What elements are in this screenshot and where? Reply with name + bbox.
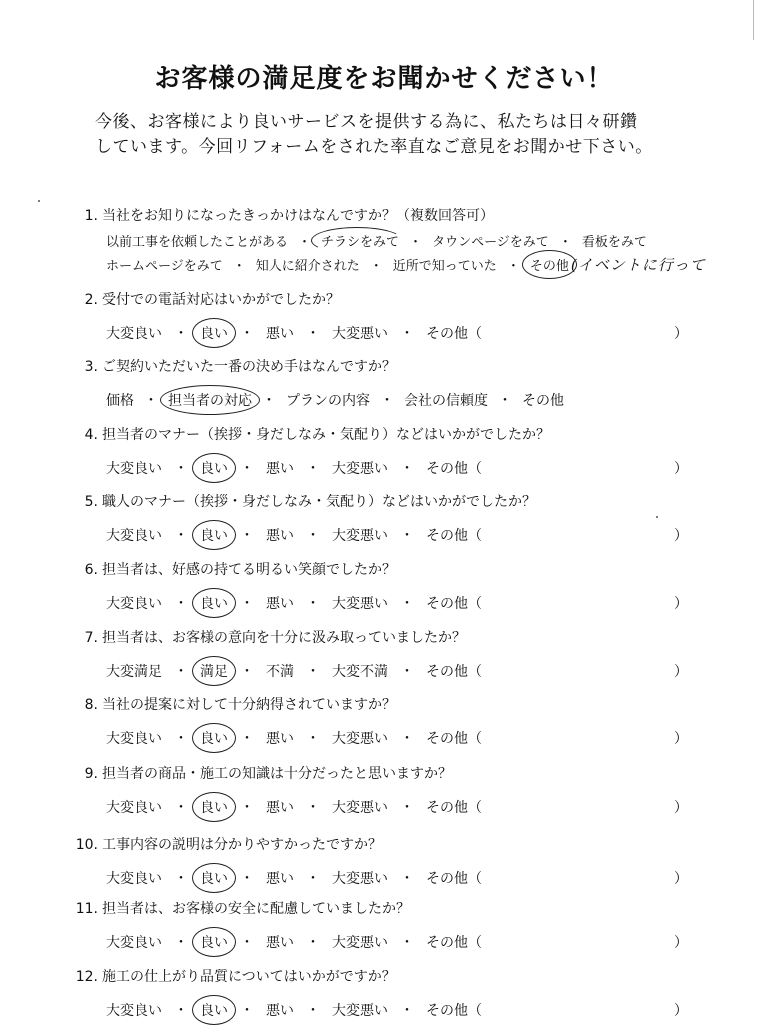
option-selected[interactable]: その他 [528, 255, 571, 274]
question-label: 職人のマナー（挨拶・身だしなみ・気配り）などはいかがでしたか？ [102, 494, 536, 510]
option[interactable]: 悪い [266, 935, 294, 951]
option[interactable]: 看板をみて [581, 235, 647, 250]
option[interactable]: 以前工事を依頼したことがある [106, 235, 289, 250]
option[interactable]: 大変悪い [332, 326, 388, 342]
separator: ・ [306, 800, 320, 816]
question-label: 工事内容の説明は分かりやすかったですか？ [102, 837, 382, 853]
option[interactable]: 不満 [266, 664, 294, 680]
separator: ・ [558, 235, 572, 250]
separator: ・ [400, 461, 414, 477]
question-label: 担当者のマナー（挨拶・身だしなみ・気配り）などはいかがでしたか？ [102, 427, 550, 443]
option-selected[interactable]: 良い [198, 458, 230, 478]
option[interactable]: 悪い [266, 326, 294, 342]
question-label: 受付での電話対応はいかがでしたか？ [102, 292, 340, 308]
intro-line-2: しています。今回リフォームをされた率直なご意見をお聞かせ下さい。 [95, 137, 653, 157]
separator: ・ [174, 596, 188, 612]
option[interactable]: 価格 [106, 393, 134, 409]
separator: ・ [369, 259, 383, 274]
separator: ・ [400, 664, 414, 680]
page-title: お客様の満足度をお聞かせください！ [154, 64, 614, 94]
options-row [104, 458, 704, 478]
separator: ・ [174, 731, 188, 747]
option[interactable]: 近所で知っていた [392, 259, 497, 274]
separator: ・ [174, 935, 188, 951]
close-paren: ） [674, 935, 688, 951]
option[interactable]: その他（ [426, 596, 482, 612]
question-text [60, 559, 396, 579]
question-text [60, 966, 396, 986]
option[interactable]: 大変悪い [332, 1003, 388, 1019]
question-text [60, 289, 340, 309]
separator: ・ [380, 393, 394, 409]
option[interactable]: 悪い [266, 800, 294, 816]
q1-options-row-2 [104, 254, 706, 275]
separator: ・ [306, 664, 320, 680]
options-row [104, 728, 704, 748]
separator: ・ [174, 1003, 188, 1019]
separator: ・ [240, 800, 254, 816]
question-label: 施工の仕上がり品質についてはいかがですか？ [102, 969, 396, 985]
options-row [104, 868, 704, 888]
intro-text [95, 110, 715, 160]
question-number: 11. [75, 901, 98, 917]
separator: ・ [240, 326, 254, 342]
option-selected[interactable]: 良い [198, 525, 230, 545]
option[interactable]: その他（ [426, 731, 482, 747]
option[interactable]: 悪い [266, 871, 294, 887]
separator: ・ [240, 461, 254, 477]
option-selected[interactable]: 満足 [198, 661, 230, 681]
question-label: ご契約いただいた一番の決め手はなんですか？ [102, 359, 396, 375]
separator: ・ [298, 235, 312, 250]
option-selected[interactable]: 良い [198, 932, 230, 952]
option[interactable]: その他（ [426, 461, 482, 477]
separator: ・ [306, 935, 320, 951]
option[interactable]: 大変良い [106, 731, 162, 747]
question-label: 担当者の商品・施工の知識は十分だったと思いますか？ [102, 766, 452, 782]
option[interactable]: その他（ [426, 326, 482, 342]
options-row [104, 932, 704, 952]
option[interactable]: その他（ [426, 1003, 482, 1019]
question-number: 8. [84, 697, 98, 713]
option[interactable]: その他（ [426, 935, 482, 951]
options-row [104, 323, 704, 343]
option[interactable]: 大変悪い [332, 871, 388, 887]
separator: ・ [240, 935, 254, 951]
close-paren: ） [674, 596, 688, 612]
options-row [104, 797, 704, 817]
separator: ・ [174, 461, 188, 477]
option[interactable]: 大変良い [106, 800, 162, 816]
scan-speck [38, 200, 40, 202]
question-number: 6. [84, 562, 98, 578]
options-row [104, 593, 704, 613]
separator: ・ [400, 871, 414, 887]
separator: ・ [174, 326, 188, 342]
separator: ・ [306, 731, 320, 747]
option[interactable]: 大変悪い [332, 800, 388, 816]
option[interactable]: 大変悪い [332, 596, 388, 612]
option[interactable]: 大変悪い [332, 731, 388, 747]
option[interactable]: 大変満足 [106, 664, 162, 680]
close-paren: ） [674, 461, 688, 477]
option[interactable]: 大変良い [106, 528, 162, 544]
option-selected[interactable]: 良い [198, 323, 230, 343]
close-paren: ） [674, 326, 688, 342]
separator: ・ [306, 528, 320, 544]
question-label: 当社をお知りになったきっかけはなんですか？（複数回答可） [102, 208, 494, 224]
question-label: 担当者は、お客様の安全に配慮していましたか？ [102, 901, 410, 917]
option[interactable]: 会社の信頼度 [404, 393, 488, 409]
separator: ・ [400, 528, 414, 544]
question-text [60, 424, 550, 444]
separator: ・ [174, 871, 188, 887]
options-row [104, 1000, 704, 1020]
close-paren: ） [674, 731, 688, 747]
separator: ・ [306, 1003, 320, 1019]
separator: ・ [240, 528, 254, 544]
separator: ・ [174, 528, 188, 544]
option[interactable]: その他（ [426, 871, 482, 887]
close-paren: ） [674, 871, 688, 887]
question-text [60, 627, 466, 647]
separator: ・ [240, 731, 254, 747]
option[interactable]: その他 [522, 393, 564, 409]
question-text [60, 356, 396, 376]
option[interactable]: 大変不満 [332, 664, 388, 680]
option[interactable]: 悪い [266, 731, 294, 747]
option[interactable]: 大変悪い [332, 528, 388, 544]
options-row [104, 390, 566, 410]
separator: ・ [240, 871, 254, 887]
separator: ・ [306, 596, 320, 612]
option[interactable]: 知人に紹介された [255, 259, 360, 274]
q1-options-row-1 [104, 231, 649, 250]
option[interactable]: その他（ [426, 528, 482, 544]
option[interactable]: 大変良い [106, 871, 162, 887]
option[interactable]: その他（ [426, 664, 482, 680]
option[interactable]: 悪い [266, 461, 294, 477]
question-text [60, 205, 494, 225]
option[interactable]: 大変良い [106, 596, 162, 612]
close-paren: ） [674, 528, 688, 544]
separator: ・ [240, 1003, 254, 1019]
separator: ・ [306, 871, 320, 887]
options-row [104, 525, 704, 545]
separator: ・ [240, 596, 254, 612]
question-text [60, 694, 396, 714]
option[interactable]: 悪い [266, 596, 294, 612]
separator: ・ [400, 1003, 414, 1019]
option[interactable]: タウンページをみて [432, 235, 549, 250]
option[interactable]: 大変悪い [332, 935, 388, 951]
separator: ・ [262, 393, 276, 409]
option[interactable]: 悪い [266, 1003, 294, 1019]
separator: ・ [174, 800, 188, 816]
question-label: 担当者は、好感の持てる明るい笑顔でしたか？ [102, 562, 396, 578]
question-number: 9. [84, 766, 98, 782]
close-paren: ） [674, 664, 688, 680]
handwritten-note: (イベントに行って [570, 256, 706, 274]
close-paren: ） [674, 1003, 688, 1019]
separator: ・ [174, 664, 188, 680]
separator: ・ [400, 596, 414, 612]
question-number: 5. [84, 494, 98, 510]
separator: ・ [306, 326, 320, 342]
option[interactable]: ホームページをみて [106, 259, 223, 274]
question-number: 3. [84, 359, 98, 375]
option[interactable]: 悪い [266, 528, 294, 544]
question-text [60, 491, 536, 511]
separator: ・ [306, 461, 320, 477]
question-text [60, 834, 382, 854]
separator: ・ [400, 800, 414, 816]
option[interactable]: 大変悪い [332, 461, 388, 477]
options-row [104, 661, 704, 681]
scan-edge-line [753, 0, 754, 40]
question-text [60, 898, 410, 918]
separator: ・ [400, 935, 414, 951]
option-selected[interactable]: 良い [198, 728, 230, 748]
option-selected[interactable]: 良い [198, 1000, 230, 1020]
scan-speck [656, 516, 658, 518]
question-number: 1. [84, 208, 98, 224]
option[interactable]: プランの内容 [286, 393, 370, 409]
option[interactable]: 大変良い [106, 1003, 162, 1019]
separator: ・ [240, 664, 254, 680]
option-selected[interactable]: 良い [198, 593, 230, 613]
question-number: 7. [84, 630, 98, 646]
question-label: 当社の提案に対して十分納得されていますか？ [102, 697, 396, 713]
question-number: 12. [75, 969, 98, 985]
option[interactable]: 大変良い [106, 326, 162, 342]
option-selected[interactable]: チラシをみて [319, 231, 401, 250]
option[interactable]: その他（ [426, 800, 482, 816]
question-number: 4. [84, 427, 98, 443]
separator: ・ [400, 731, 414, 747]
option-selected[interactable]: 良い [198, 797, 230, 817]
separator: ・ [506, 259, 520, 274]
separator: ・ [144, 393, 158, 409]
question-label: 担当者は、お客様の意向を十分に汲み取っていましたか？ [102, 630, 466, 646]
option-selected[interactable]: 良い [198, 868, 230, 888]
separator: ・ [409, 235, 423, 250]
option[interactable]: 大変良い [106, 935, 162, 951]
option[interactable]: 大変良い [106, 461, 162, 477]
question-number: 2. [84, 292, 98, 308]
separator: ・ [232, 259, 246, 274]
option-selected[interactable]: 担当者の対応 [166, 390, 254, 410]
question-number: 10. [75, 837, 98, 853]
intro-line-1: 今後、お客様により良いサービスを提供する為に、私たちは日々研鑽 [95, 112, 638, 132]
separator: ・ [498, 393, 512, 409]
close-paren: ） [674, 800, 688, 816]
separator: ・ [400, 326, 414, 342]
question-text [60, 763, 452, 783]
